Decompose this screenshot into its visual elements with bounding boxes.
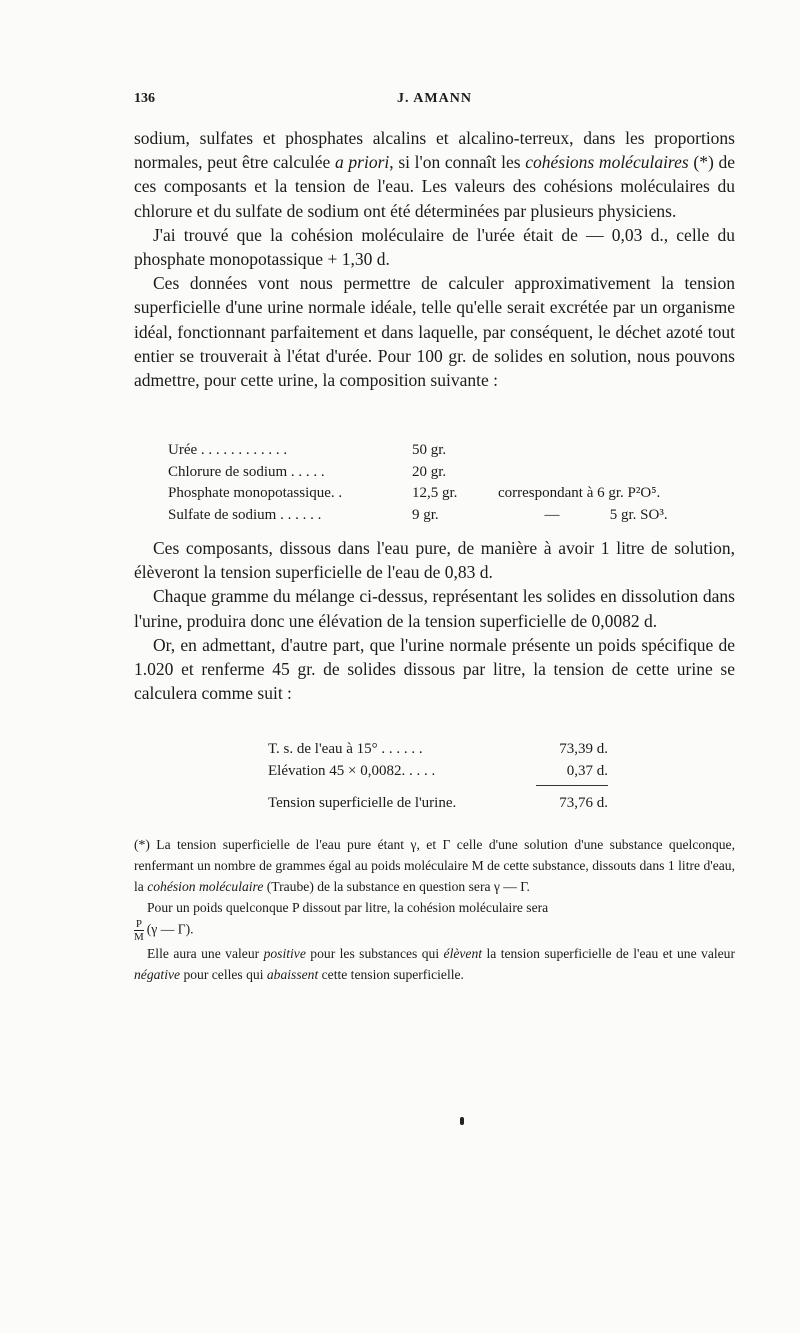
fraction-denominator: M xyxy=(134,931,144,943)
page-number: 136 xyxy=(134,91,155,106)
footnote-text: la tension superficielle de l'eau et une valeur xyxy=(482,946,735,961)
footnote-emphasis: abaissent xyxy=(266,967,319,982)
footnote-2: Pour un poids quelconque P dissout par litre, la cohésion moléculaire sera xyxy=(147,900,549,915)
footnote-text: Elle aura une valeur xyxy=(147,946,264,961)
composition-amount: 50 gr. xyxy=(412,442,447,458)
composition-corr xyxy=(498,505,698,527)
paragraph-1-text: sodium, sulfates et phosphates alcalins et alcalino-terreux, dans les proportions normales, peut être calculée xyxy=(134,128,735,173)
running-header-author: J. AMANN xyxy=(397,91,472,106)
tension-value: 0,37 d. xyxy=(566,763,608,779)
footnote-formula xyxy=(134,918,735,943)
tension-calculation-table xyxy=(268,738,608,814)
body-text-top xyxy=(134,126,735,392)
composition-corr xyxy=(498,462,698,484)
composition-table xyxy=(168,440,698,526)
footnote-text: (Traube) de la substance en question sera γ — Γ. xyxy=(263,879,530,894)
composition-amount: 12,5 gr. xyxy=(412,485,458,501)
tension-total-value: 73,76 d. xyxy=(559,795,608,811)
fraction xyxy=(134,918,144,943)
composition-corr-value: 6 gr. P²O⁵. xyxy=(597,485,661,501)
paragraph-2: J'ai trouvé que la cohésion moléculaire de l'urée était de — 0,03 d., celle du phosphate monopotassique + 1,30 d. xyxy=(134,224,735,270)
paragraph-6: Or, en admettant, d'autre part, que l'urine normale présente un poids spécifique de 1.020 et renferme 45 gr. de solides dissous par litre, la tension de cette urine se calculera comme suit : xyxy=(134,634,735,704)
fraction-numerator: P xyxy=(135,918,142,930)
ink-mark xyxy=(460,1117,464,1125)
composition-name: Urée . . . . . . . . . . . . xyxy=(168,442,288,458)
paragraph-5: Chaque gramme du mélange ci-dessus, représentant les solides en dissolution dans l'urine, produira donc une élévation de la tension superficielle de 0,0082 d. xyxy=(134,586,735,631)
tension-label: Elévation 45 × 0,0082. . . . . xyxy=(268,763,436,779)
tension-row xyxy=(268,738,608,760)
paragraph-1-emphasis: a priori xyxy=(334,152,390,173)
sum-rule xyxy=(536,785,608,786)
paragraph-1 xyxy=(134,126,735,223)
composition-amount: 9 gr. xyxy=(412,506,439,523)
tension-total-row xyxy=(268,782,608,814)
footnote-text: (*) La tension superficielle de l'eau pure étant γ, et Γ celle d'une solution d'une substance quelconque, renfermant un nombre de grammes égal au poids moléculaire M de cette substance, dissouts dans 1 litre d'eau, la xyxy=(134,837,735,894)
footnote-3 xyxy=(134,943,735,985)
paragraph-3: Ces données vont nous permettre de calculer approximativement la tension superficielle d'une urine normale idéale, telle qu'elle serait excrétée par un organisme idéal, fonctionnant parfaitement et dans laquelle, par conséquent, le déchet azoté tout entier se trouverait à l'état d'urée. Pour 100 gr. de solides en solution, nous pouvons admettre, pour cette urine, la composition suivante : xyxy=(134,273,735,391)
footnote-1 xyxy=(134,834,735,897)
composition-row xyxy=(168,483,698,505)
body-text-middle xyxy=(134,536,735,705)
tension-label: T. s. de l'eau à 15° . . . . . . xyxy=(268,741,423,757)
composition-row xyxy=(168,505,698,527)
paragraph-1-emphasis: cohésions moléculaires xyxy=(525,152,689,173)
composition-name: Phosphate monopotassique. . xyxy=(168,485,343,501)
paragraph-1-text: (*) de ces composants et la tension de l'eau. Les valeurs des cohésions moléculaires du chlorure et du sulfate de sodium ont été déterminées par plusieurs physiciens. xyxy=(134,152,735,221)
tension-value: 73,39 d. xyxy=(559,741,608,757)
composition-row xyxy=(168,440,698,462)
composition-corr xyxy=(498,483,698,505)
composition-corr-label: — xyxy=(544,506,560,523)
composition-amount: 20 gr. xyxy=(412,463,447,480)
composition-corr-value: 5 gr. SO³. xyxy=(609,506,668,523)
composition-row xyxy=(168,462,698,484)
paragraph-4: Ces composants, dissous dans l'eau pure, de manière à avoir 1 litre de solution, élèveront la tension superficielle de l'eau de 0,83 d. xyxy=(134,538,735,583)
tension-row xyxy=(268,760,608,782)
footnotes xyxy=(134,834,735,985)
footnote-emphasis: négative xyxy=(134,967,181,982)
composition-corr xyxy=(498,440,698,462)
composition-name: Sulfate de sodium . . . . . . xyxy=(168,506,322,523)
footnote-text: pour les substances qui xyxy=(305,946,444,961)
footnote-emphasis: élèvent xyxy=(443,946,483,961)
footnote-text: pour celles qui xyxy=(180,967,267,982)
formula-rest: (γ — Γ). xyxy=(146,921,194,937)
paragraph-1-text: , si l'on connaît les xyxy=(389,152,526,173)
footnote-text: cette tension superficielle. xyxy=(318,967,464,982)
composition-corr-label: correspondant à xyxy=(498,485,594,501)
composition-name: Chlorure de sodium . . . . . xyxy=(168,463,325,480)
footnote-emphasis: positive xyxy=(263,946,306,961)
running-header xyxy=(134,91,735,113)
footnote-emphasis: cohésion moléculaire xyxy=(147,879,264,894)
tension-total-label: Tension superficielle de l'urine. xyxy=(268,795,457,811)
